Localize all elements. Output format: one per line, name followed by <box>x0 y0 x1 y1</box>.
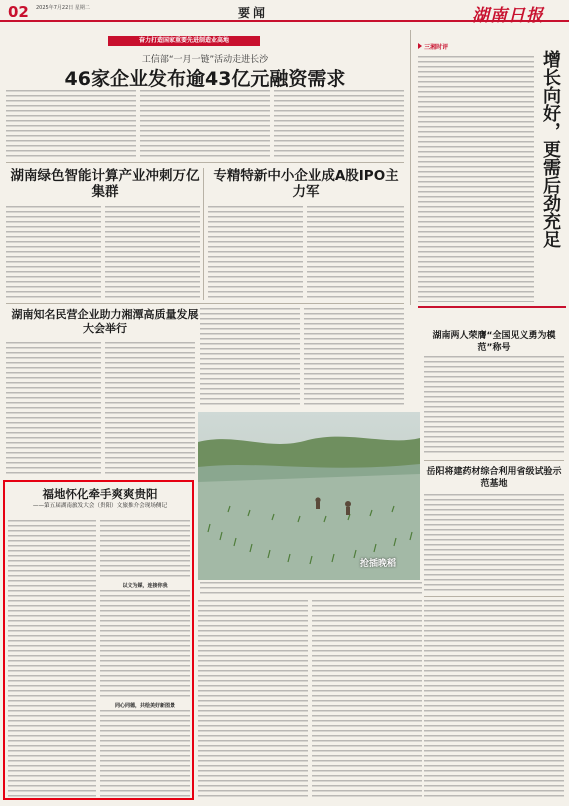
topic-banner <box>108 36 260 46</box>
commentary-body <box>418 56 534 302</box>
story7-headline: 岳阳将建药材综合利用省级试验示范基地 <box>426 467 562 489</box>
divider <box>424 460 564 461</box>
divider <box>6 303 404 304</box>
divider <box>6 162 404 163</box>
photo-caption-title: 抢插晚稻 <box>360 559 397 569</box>
column-divider <box>410 30 411 305</box>
topic-banner-label: 奋力打造国家重要先进制造业高地 <box>138 37 229 44</box>
story8-body <box>424 600 564 800</box>
story4-headline-text: 湖南知名民营企业助力湘潭高质量发展大会举行 <box>11 308 199 335</box>
story2-body-col2 <box>105 206 200 300</box>
story5-subhead-1: 以文为媒，连接你我 <box>122 583 168 589</box>
commentary-label-text: 三湘时评 <box>424 44 449 51</box>
newspaper-logo: 湖南日报 <box>472 6 544 26</box>
story-continuation-col1 <box>200 308 300 408</box>
divider <box>424 596 564 597</box>
commentary-headline: 增长向好，更需后劲充足 <box>540 50 561 248</box>
story1-body-col2 <box>140 90 270 158</box>
story2-headline <box>10 168 200 200</box>
story1-body-col3 <box>274 90 404 158</box>
story-lower-col2 <box>312 600 422 800</box>
page-number: 02 <box>8 3 29 21</box>
commentary-label <box>418 42 488 52</box>
story1-headline: 46家企业发布逾43亿元融资需求 <box>64 68 346 90</box>
story5-body-col1 <box>8 520 96 798</box>
story1-kicker: 工信部“一月一链”活动走进长沙 <box>141 55 269 65</box>
marker-icon <box>418 43 422 49</box>
story5-body-col3 <box>100 590 190 700</box>
story5-body-col2 <box>100 520 190 580</box>
photo-caption-text <box>200 582 422 594</box>
story3-body-col1 <box>208 206 303 300</box>
news-photo <box>198 412 420 580</box>
story1-body-col1 <box>6 90 136 158</box>
divider <box>418 306 566 308</box>
story2-body-col1 <box>6 206 101 300</box>
story7-body <box>424 494 564 592</box>
dateline: 2025年7月22日 星期二 <box>36 5 90 11</box>
story6-headline: 湖南两人荣膺“全国见义勇为模范”称号 <box>432 331 556 353</box>
story4-body-col2 <box>105 342 195 476</box>
section-title: 要闻 <box>238 6 269 20</box>
story6-body <box>424 356 564 456</box>
story5-headline: 福地怀化牵手爽爽贵阳 <box>42 487 158 501</box>
story4-headline <box>10 308 200 336</box>
story-lower-col1 <box>198 600 308 800</box>
story5-body-col4 <box>100 710 190 798</box>
story5-subheadline: ——第五届湖南旅发大会（贵阳）文旅推介会现场侧记 <box>32 503 168 509</box>
story3-headline-text: 专精特新中小企业成A股IPO主力军 <box>213 168 399 200</box>
story3-headline <box>208 168 404 200</box>
story4-body-col1 <box>6 342 101 476</box>
column-divider <box>203 168 204 300</box>
rice-planting-image <box>198 412 420 580</box>
story5-subhead-2: 同心同德，共绘美好新图景 <box>114 703 175 709</box>
story2-headline-text: 湖南绿色智能计算产业冲刺万亿集群 <box>10 168 200 200</box>
story-continuation-col2 <box>304 308 404 408</box>
story3-body-col2 <box>307 206 404 300</box>
